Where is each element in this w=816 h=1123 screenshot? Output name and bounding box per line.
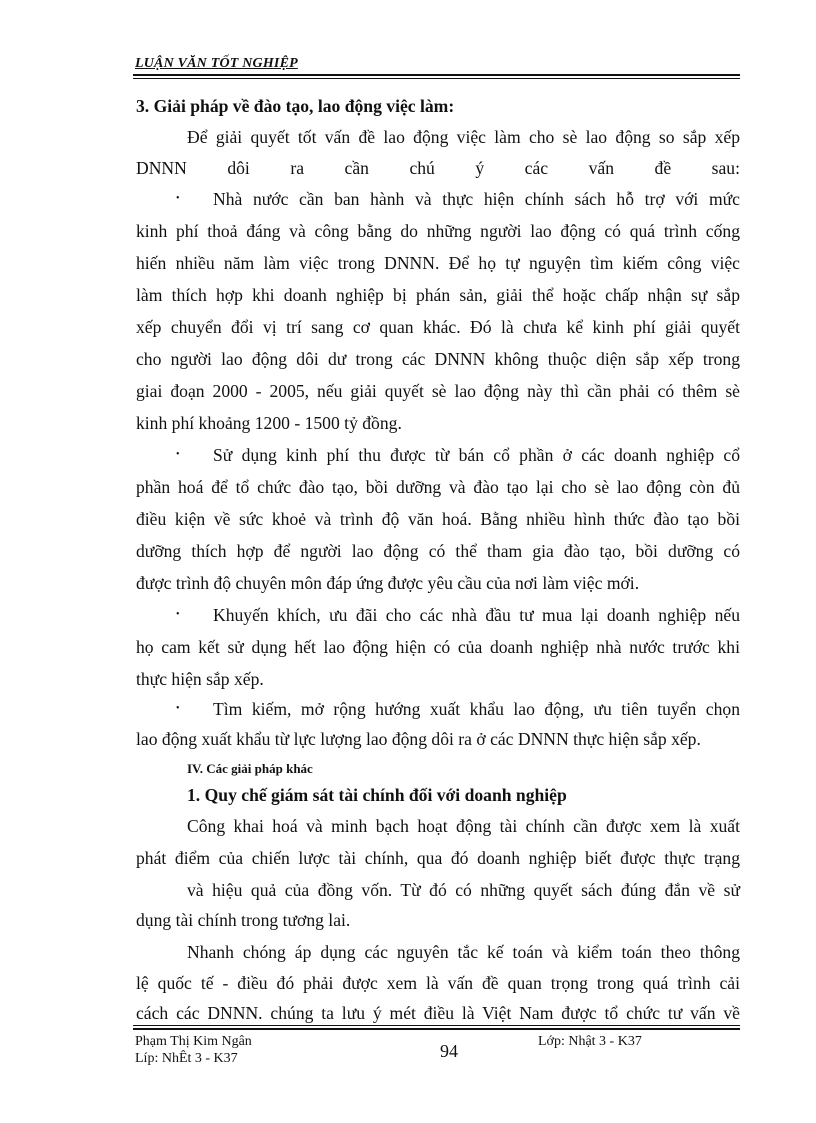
running-header: LUẬN VĂN TỐT NGHIỆP [135, 56, 298, 71]
section-heading-training: 3. Giải pháp về đào tạo, lao động việc làm: [136, 96, 455, 116]
page-number: 94 [440, 1041, 458, 1061]
section-heading-other-solutions: IV. Các giải pháp khác [187, 761, 313, 776]
header-rule-thin [133, 78, 740, 79]
paragraph-line: họ cam kết sử dụng hết lao động hiện có của doanh nghiệp nhà nước trước khi [136, 637, 740, 657]
bullet-line: Nhà nước cần ban hành và thực hiện chính sách hỗ trợ với mức [213, 189, 740, 209]
bullet-marker: • [176, 609, 180, 620]
paragraph-line: phần hoá để tổ chức đào tạo, bồi dưỡng và đào tạo lại cho sè lao động còn đủ [136, 477, 740, 497]
bullet-marker: • [176, 449, 180, 460]
paragraph-line: được trình độ chuyên môn đáp ứng được yêu cầu của nơi làm việc mới. [136, 573, 640, 593]
bullet-marker: • [176, 703, 180, 714]
paragraph-line: kinh phí khoảng 1200 - 1500 tỷ đồng. [136, 413, 402, 433]
footer-author: Phạm Thị Kim Ngân [135, 1034, 252, 1049]
paragraph-line: Để giải quyết tốt vấn đề lao động việc làm cho sè lao động so sắp xếp [187, 127, 740, 147]
subsection-heading-financial-supervision: 1. Quy chế giám sát tài chính đối với doanh nghiệp [187, 785, 567, 805]
paragraph-line: điều kiện về sức khoẻ và trình độ văn hoá. Bằng nhiều hình thức đào tạo bồi [136, 509, 740, 529]
paragraph-line: xếp chuyển đổi vị trí sang cơ quan khác. Đó là chưa kể kinh phí giải quyết [136, 317, 740, 337]
paragraph-line: lao động xuất khẩu từ lực lượng lao động dôi ra ở các DNNN thực hiện sắp xếp. [136, 729, 701, 749]
bullet-line: Khuyến khích, ưu đãi cho các nhà đầu tư mua lại doanh nghiệp nếu [213, 605, 740, 625]
bullet-line: Sử dụng kinh phí thu được từ bán cổ phần ở các doanh nghiệp cổ [213, 445, 740, 465]
header-rule-thick [133, 74, 740, 76]
paragraph-line: và hiệu quả của đồng vốn. Từ đó có những quyết sách đúng đắn về sử [187, 880, 740, 900]
footer-rule-thin [133, 1025, 740, 1026]
paragraph-line: giai đoạn 2000 - 2005, nếu giải quyết sè lao động này thì cần phải có thêm sè [136, 381, 740, 401]
paragraph-line: thực hiện sắp xếp. [136, 669, 264, 689]
paragraph-line: DNNN dôi ra cần chú ý các vấn đề sau: [136, 158, 740, 178]
footer-class-left: Líp: NhÊt 3 - K37 [135, 1051, 238, 1066]
paragraph-line: Công khai hoá và minh bạch hoạt động tài chính cần được xem là xuất [187, 816, 740, 836]
paragraph-line: dưỡng thích hợp để người lao động có thể tham gia đào tạo, bồi dưỡng có [136, 541, 740, 561]
paragraph-line: kinh phí thoả đáng và công bằng do những người lao động có quá trình cống [136, 221, 740, 241]
paragraph-line: làm thích hợp khi doanh nghiệp bị phán sản, giải thể hoặc chấp nhận sự sắp [136, 285, 740, 305]
bullet-marker: • [176, 193, 180, 204]
paragraph-line: dụng tài chính trong tương lai. [136, 910, 351, 930]
footer-rule-thick [133, 1028, 740, 1030]
paragraph-line: cách các DNNN. chúng ta lưu ý mét điều là Việt Nam được tổ chức tư vấn về [136, 1003, 740, 1023]
paragraph-line: cho người lao động dôi dư trong các DNNN không thuộc diện sắp xếp trong [136, 349, 740, 369]
paragraph-line: phát điểm của chiến lược tài chính, qua đó doanh nghiệp biết được thực trạng [136, 848, 740, 868]
paragraph-line: lệ quốc tế - điều đó phải được xem là vấn đề quan trọng trong quá trình cải [136, 973, 740, 993]
paragraph-line: hiến nhiều năm làm việc trong DNNN. Để họ tự nguyện tìm kiếm công việc [136, 253, 740, 273]
paragraph-line: Nhanh chóng áp dụng các nguyên tắc kế toán và kiểm toán theo thông [187, 942, 740, 962]
footer-class-right: Lớp: Nhật 3 - K37 [538, 1034, 642, 1049]
bullet-line: Tìm kiếm, mở rộng hướng xuất khẩu lao động, ưu tiên tuyển chọn [213, 699, 740, 719]
